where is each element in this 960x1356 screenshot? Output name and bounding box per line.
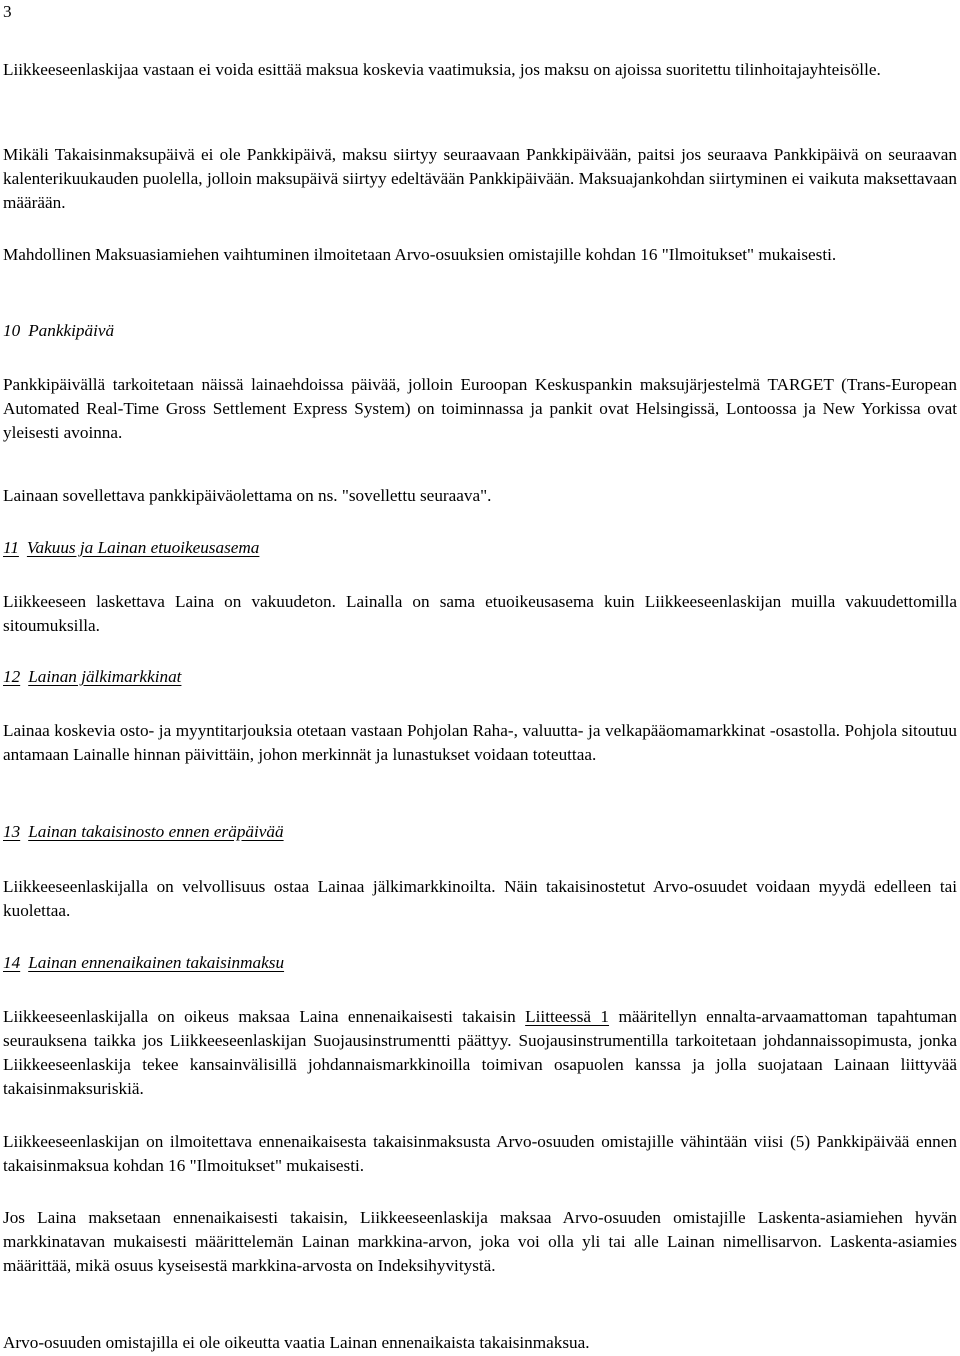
section-14-paragraph-1-text: Liikkeeseenlaskijalla on oikeus maksaa Laina ennenaikaisesti takaisin [3, 1007, 516, 1026]
section-10-paragraph-1: Pankkipäivällä tarkoitetaan näissä lainaehdoissa päivää, jolloin Euroopan Keskuspankin maksujärjestelmä TARGET (Trans-European Automated Real-Time Gross Settlement Express System) on toiminnassa ja pankit ovat Helsingissä, Lontoossa ja New Yorkissa ovat yleisesti avoinna. [3, 375, 957, 442]
section-14-paragraph-1 [3, 1005, 957, 1101]
section-14-paragraph-1-continued: määritellyn ennalta-arvaamattoman tapahtuman seurauksena taikka jos Liikkeeseenlaskijan Suojausinstrumentti päättyy. Suojausinstrumentilla tarkoitetaan johdannaissopimusta, jonka Liikkeeseenlaskija tekee kansainvälisillä johdannaismarkkinoilla toimivan osapuolen kanssa ja jolla suojataan Lainaan liittyvää takaisinmaksuriskiä. [3, 1007, 958, 1098]
section-12-paragraph-1: Lainaa koskevia osto- ja myyntitarjouksia otetaan vastaan Pohjolan Raha-, valuutta- ja velkapääomamarkkinat -osastolla. Pohjola sitoutuu antamaan Lainalle hinnan päivittäin, johon merkinnät ja lunastukset voidaan toteuttaa. [3, 721, 957, 764]
section-13-heading [3, 820, 957, 844]
section-12-heading [3, 665, 957, 689]
section-14-paragraph-4: Arvo-osuuden omistajilla ei ole oikeutta vaatia Lainan ennenaikaista takaisinmaksua. [3, 1333, 590, 1352]
section-10-paragraph-2: Lainaan sovellettava pankkipäiväolettama on ns. "sovellettu seuraava". [3, 486, 492, 505]
section-12-number: 12 [3, 667, 21, 686]
page-number: 3 [3, 2, 12, 21]
intro-paragraph-2 [3, 143, 957, 215]
appendix-1-reference: Liitteessä 1 [525, 1007, 610, 1026]
section-11-paragraph-1: Liikkeeseen laskettava Laina on vakuudeton. Lainalla on sama etuoikeusasema kuin Liikkeeseenlaskijan muilla vakuudettomilla sitoumuksilla. [3, 592, 957, 635]
section-13-title: Lainan takaisinosto ennen eräpäivää [28, 822, 284, 841]
intro-paragraph-2-text: Mikäli Takaisinmaksupäivä ei ole Pankkipäivä, maksu siirtyy seuraavaan Pankkipäivään, paitsi jos seuraava Pankkipäivä on seuraavan kalenterikuukauden puolella, jolloin maksupäivä siirtyy edeltävään Pankkipäivään. [3, 145, 957, 188]
section-14-number: 14 [3, 953, 21, 972]
section-11-title: Vakuus ja Lainan etuoikeusasema [26, 538, 260, 557]
section-14-paragraph-2: Liikkeeseenlaskijan on ilmoitettava ennenaikaisesta takaisinmaksusta Arvo-osuuden omistajille vähintään viisi (5) Pankkipäivää ennen takaisinmaksua kohdan 16 "Ilmoitukset" mukaisesti. [3, 1132, 957, 1175]
section-13-number: 13 [3, 822, 21, 841]
section-14-paragraph-3: Jos Laina maksetaan ennenaikaisesti takaisin, Liikkeeseenlaskija maksaa Arvo-osuuden omistajille Laskenta-asiamiehen hyvän markkinatavan mukaisesti määrittelemän Lainan markkina-arvon, joka voi olla yli tai alle Lainan nimellisarvon. Laskenta-asiamies määrittää, mikä osuus kyseisestä markkina-arvosta on Indeksihyvitystä. [3, 1208, 957, 1275]
section-11-heading [3, 536, 957, 560]
section-11-number: 11 [3, 538, 19, 557]
section-10-heading [3, 319, 957, 343]
intro-paragraph-1: Liikkeeseenlaskijaa vastaan ei voida esittää maksua koskevia vaatimuksia, jos maksu on ajoissa suoritettu tilinhoitajayhteisölle. [3, 60, 881, 79]
section-12-title: Lainan jälkimarkkinat [28, 667, 182, 686]
section-10-title: Pankkipäivä [28, 321, 115, 340]
intro-paragraph-2-continued: Maksuajankohdan siirtyminen ei vaikuta maksettavaan määrään. [3, 169, 957, 212]
intro-paragraph-3: Mahdollinen Maksuasiamiehen vaihtuminen ilmoitetaan Arvo-osuuksien omistajille kohdan 16 "Ilmoitukset" mukaisesti. [3, 245, 837, 264]
section-14-heading [3, 951, 957, 975]
section-10-number: 10 [3, 321, 21, 340]
section-13-paragraph-1: Liikkeeseenlaskijalla on velvollisuus ostaa Lainaa jälkimarkkinoilta. Näin takaisinostetut Arvo-osuudet voidaan myydä edelleen tai kuolettaa. [3, 877, 957, 920]
section-14-title: Lainan ennenaikainen takaisinmaksu [28, 953, 285, 972]
